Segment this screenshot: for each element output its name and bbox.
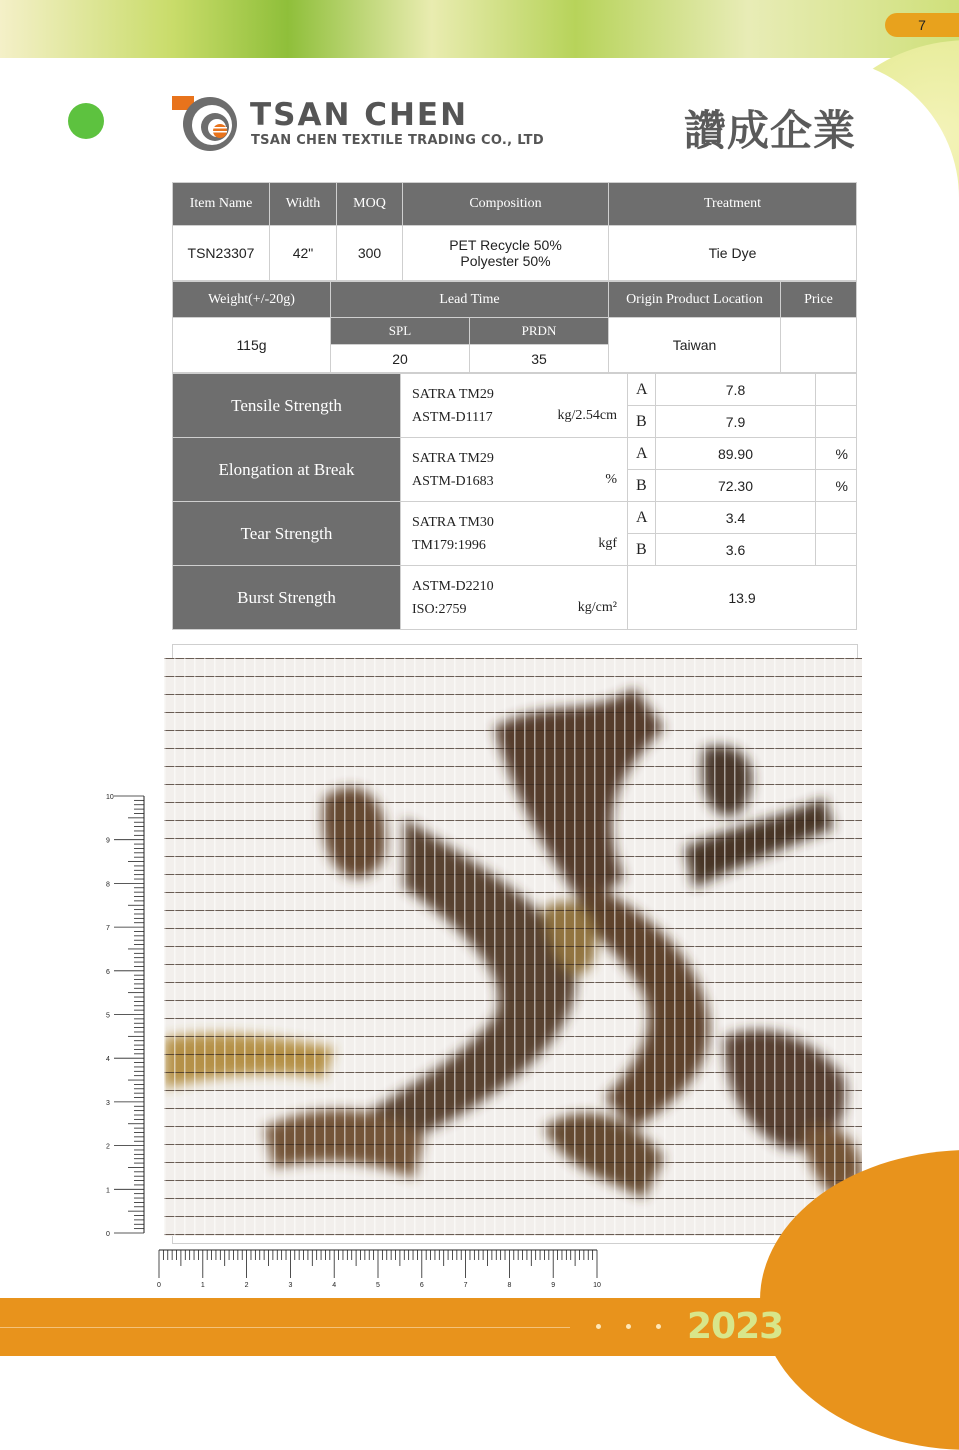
footer-dot <box>596 1324 601 1329</box>
result-value: 3.6 <box>656 534 816 566</box>
result-value: 7.9 <box>656 406 816 438</box>
header-price: Price <box>781 282 857 318</box>
test-standard <box>401 374 628 438</box>
test-results-table <box>172 373 856 630</box>
footer-dot <box>626 1324 631 1329</box>
origin-value: Taiwan <box>609 318 781 373</box>
fabric-swatch-image <box>164 658 862 1236</box>
spl-value: 20 <box>331 345 470 373</box>
ruler-label: 2 <box>106 1143 110 1151</box>
ruler-label: 6 <box>106 968 110 976</box>
composition-value <box>403 226 609 281</box>
ruler-label: 2 <box>244 1282 249 1289</box>
green-dot-marker <box>68 103 104 139</box>
page-number-tab <box>885 13 959 37</box>
direction-label: A <box>628 502 656 534</box>
direction-label: B <box>628 406 656 438</box>
test-standard <box>401 502 628 566</box>
test-unit: kgf <box>598 536 617 551</box>
header-composition: Composition <box>403 183 609 226</box>
header-decorative-band <box>0 0 959 58</box>
result-value: 3.4 <box>656 502 816 534</box>
test-name: Tear Strength <box>173 502 401 566</box>
result-unit <box>816 406 857 438</box>
ruler-label: 10 <box>593 1282 601 1289</box>
test-name: Elongation at Break <box>173 438 401 502</box>
result-value: 7.8 <box>656 374 816 406</box>
vertical-ruler <box>100 790 146 1236</box>
ruler-label: 8 <box>106 881 110 889</box>
direction-label: A <box>628 438 656 470</box>
standard-line-1: SATRA TM30 <box>412 514 494 530</box>
footer-year: 2023 <box>687 1306 784 1347</box>
header-width: Width <box>270 183 337 226</box>
header-spl: SPL <box>331 318 470 345</box>
result-unit <box>816 502 857 534</box>
test-standard <box>401 566 628 630</box>
fabric-swatch-graphic <box>164 658 862 1236</box>
result-unit: % <box>816 470 857 502</box>
result-value: 13.9 <box>628 566 857 630</box>
ruler-label: 1 <box>106 1187 110 1195</box>
ruler-label: 5 <box>106 1012 110 1020</box>
result-unit: % <box>816 438 857 470</box>
test-name: Burst Strength <box>173 566 401 630</box>
test-unit: kg/cm² <box>577 600 617 615</box>
ruler-label: 3 <box>106 1099 110 1107</box>
header-lead-time: Lead Time <box>331 282 609 318</box>
header-prdn: PRDN <box>470 318 609 345</box>
footer-dot <box>656 1324 661 1329</box>
ruler-label: 5 <box>376 1282 380 1289</box>
ruler-label: 0 <box>106 1231 110 1236</box>
result-unit <box>816 534 857 566</box>
direction-label: B <box>628 470 656 502</box>
ruler-label: 3 <box>288 1282 293 1289</box>
standard-line-2: ISO:2759 <box>412 601 467 617</box>
company-logo-icon <box>172 94 238 154</box>
direction-label: B <box>628 534 656 566</box>
result-unit <box>816 374 857 406</box>
brand-cjk-name: 讚成企業 <box>684 106 857 155</box>
weight-value: 115g <box>173 318 331 373</box>
ruler-label: 4 <box>332 1282 337 1289</box>
ruler-label: 7 <box>463 1282 468 1289</box>
composition-line-1: PET Recycle 50% <box>449 237 562 253</box>
direction-label: A <box>628 374 656 406</box>
ruler-label: 1 <box>200 1282 205 1289</box>
spec-table <box>172 182 856 373</box>
result-value: 89.90 <box>656 438 816 470</box>
item-name-value: TSN23307 <box>173 226 270 281</box>
standard-line-1: ASTM-D2210 <box>412 578 494 594</box>
ruler-label: 9 <box>106 837 110 845</box>
footer-divider <box>0 1327 570 1328</box>
treatment-value: Tie Dye <box>609 226 857 281</box>
header-moq: MOQ <box>337 183 403 226</box>
page-number: 7 <box>918 17 926 33</box>
standard-line-2: ASTM-D1117 <box>412 409 493 425</box>
test-standard <box>401 438 628 502</box>
ruler-label: 10 <box>106 794 114 801</box>
standard-line-1: SATRA TM29 <box>412 450 494 466</box>
test-name: Tensile Strength <box>173 374 401 438</box>
moq-value: 300 <box>337 226 403 281</box>
standard-line-2: ASTM-D1683 <box>412 473 494 489</box>
brand-subtitle: TSAN CHEN TEXTILE TRADING CO., LTD <box>251 133 544 148</box>
result-value: 72.30 <box>656 470 816 502</box>
page-footer <box>0 1298 959 1356</box>
ruler-label: 4 <box>106 1056 110 1064</box>
header-treatment: Treatment <box>609 183 857 226</box>
standard-line-1: SATRA TM29 <box>412 386 494 402</box>
test-unit: kg/2.54cm <box>557 408 617 423</box>
ruler-label: 9 <box>551 1282 556 1289</box>
width-value: 42" <box>270 226 337 281</box>
header-weight: Weight(+/-20g) <box>173 282 331 318</box>
ruler-label: 6 <box>419 1282 424 1289</box>
ruler-label: 7 <box>106 925 110 933</box>
horizontal-ruler <box>152 1248 604 1292</box>
composition-line-2: Polyester 50% <box>460 253 551 269</box>
header-item-name: Item Name <box>173 183 270 226</box>
price-value <box>781 318 857 373</box>
brand-name: TSAN CHEN <box>250 97 469 133</box>
ruler-label: 8 <box>507 1282 512 1289</box>
ruler-label: 0 <box>157 1282 161 1289</box>
standard-line-2: TM179:1996 <box>412 537 486 553</box>
header-origin: Origin Product Location <box>609 282 781 318</box>
prdn-value: 35 <box>470 345 609 373</box>
test-unit: % <box>605 472 617 487</box>
